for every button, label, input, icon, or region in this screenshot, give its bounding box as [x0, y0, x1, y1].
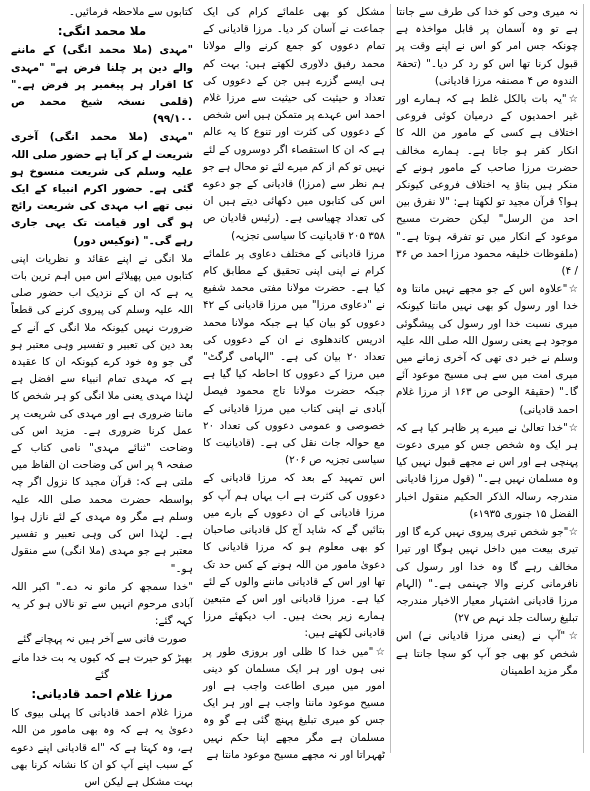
paragraph: ملا انگی نے اپنے عقائد و نظریات اپنی کتابوں میں پھیلائے اس میں اہم ترین بات یہ ہے کہ ان کے نزدیک اب حضور صلی اللہ علیہ وسلم کی پیروی کرنے کی قطعاً ضرورت نہیں کیونکہ ملا انگی کے آنے کے بعد دین کی تعبیر و تفسیر وہی معتبر ہو گی جو وہ خود کرے کیونکہ ان کا عقیدہ ہے کہ مہدی تمام انبیاء سے افضل ہے لہٰذا مہدی یعنی ملا انگی کو ہر شخص کا ماننا ضروری ہے اور مہدی کی شریعت پر عمل کرنا ضروری ہے۔ مزید اس کی وضاحت "ثنائے مہدی" نامی کتاب کے صفحہ ۹ پر اس کی وضاحت ان الفاظ میں ملتی ہے کہ: قرآن مجید کا نزول اگر چہ بواسطہ حضرت محمد صلی اللہ علیہ وسلم ہے مگر وہ مہدی کے لئے نازل ہوا ہے۔ لہٰذا اس کی وہی تعبیر و تفسیر معتبر ہے جو مہدی (ملا انگی) سے منقول ہو۔" — [11, 252, 193, 575]
quotation: ☆"یہ بات بالکل غلط ہے کہ ہمارے اور غیر احمدیوں کے درمیان کوئی فروعی اختلاف ہے کسی کے مامور من اللہ کا انکار کفر ہو جاتا ہے۔ ہمارے مخالف حضرت مرزا صاحب کے مامور ہونے کے منکر ہیں بتاؤ یہ اختلاف فروعی کیونکر ہوا؟ قرآن مجید تو لکھتا ہے: "لا نفرق بین احد من الرسل" لیکن حضرت مسیح موعود کے انکار میں تو تفرقہ ہوتا ہے۔" (ملفوظات خلیفہ محمود مرزا احمد ص ۳۶ / ۴) — [396, 93, 578, 278]
quotation: ☆"میں خدا کا ظلی اور بروزی طور پر نبی ہوں اور ہر ایک مسلمان کو دینی امور میں میری اطاعت واجب ہے اور مسیح موعود ماننا واجب ہے اور ہر ایک جس کو میری تبلیغ پہنچ گئی ہے گو وہ مسلمان ہے مگر مجھے اپنا حکم نہیں ٹھہراتا اور نہ مجھے مسیح موعود مانتا ہے — [203, 645, 385, 761]
text-column-left — [391, 4, 584, 753]
section-heading: مرزا غلام احمد قادیانی: — [31, 686, 173, 701]
paragraph: مرزا قادیانی کے مختلف دعاوی پر علمائے کرام نے اپنی اپنی تحقیق کے مطابق کام کیا ہے۔ حضرت مولانا مفتی محمد شفیع نے "دعاوی مرزا" میں مرزا قادیانی کے ۴۲ دعووں کو بیان کیا ہے جبکہ مولانا محمد ادریس کاندھلوی نے ان کے دعووں کی تعداد ۲۰ بیان کی ہے۔ "الہامی گرگٹ" میں مرزا کے دعووں کا احاطہ کیا گیا ہے جبکہ حضرت مولانا تاج محمود فیصل آبادی نے اپنی کتاب میں مرزا قادیانی کے خصوصی و عمومی دعووں کی تعداد ۲۰ مع حوالہ جات نقل کی ہے۔ (قادیانیت کا سیاسی تجزیہ ص ۲۰۶) — [203, 247, 385, 467]
text-column-middle — [198, 4, 391, 761]
paragraph: "خدا سمجھ کر مانو نہ دے۔" اکبر اللہ آبادی مرحوم انہیں سے تو نالاں ہو کر یہ کہہ گئے: — [11, 580, 193, 628]
poetry-verse: صورت فانی سے آخر ہیں نہ پہچانے گئے — [17, 633, 187, 646]
quotation: "مہدی (ملا محمد انگی) کے ماننے والے دین پر چلنا فرض ہے" "مہدی کا اقرار ہر پیغمبر پر فرض ہے۔" (قلمی نسخہ شیخ محمد ص ۹۹/۱۰۰) — [11, 44, 193, 126]
text-column-right — [6, 4, 198, 788]
poetry-verse: بھیڑ کو حیرت ہے کہ کیوں یہ بت خدا مانے گئے — [11, 651, 193, 681]
quotation: "مہدی (ملا محمد انگی) آخری شریعت لے کر آیا ہے حضور صلی اللہ علیہ وسلم کی شریعت منسوخ ہو گئی ہے۔ حضور اکرم انبیاء کے ایک نبی تھے اب مہدی کی شریعت رائج ہو گی اور قیامت تک یہی جاری رہے گی۔" (نوکیس دور) — [11, 131, 193, 247]
quotation: ☆"خدا تعالیٰ نے میرے پر ظاہر کیا ہے کہ ہر ایک وہ شخص جس کو میری دعوت پہنچی ہے اور اس نے مجھے قبول نہیں کیا وہ مسلمان نہیں ہے۔" (قول مرزا قادیانی مندرجہ رسالہ الذکر الحکیم منقول اخبار الفضل ۱۵ جنوری ۱۹۳۵ء) — [396, 421, 578, 520]
paragraph: کتابوں سے ملاحظہ فرمائیں۔ — [68, 6, 193, 18]
paragraph: اس تمہید کے بعد کہ مرزا قادیانی کے دعووں کی کثرت ہے اب یہاں ہم آپ کو مرزا قادیانی کے ان دعووں کے بارے میں بتائیں گے کہ شاید آج کل قادیانی صاحبان کو بھی معلوم ہو کہ مرزا قادیانی کا دعویٰ مامور من اللہ ہونے کے کس حد تک تھا اور اس کے قادیانی ماننے والوں کے لئے کیا ہے۔ مرزا قادیانی اور اس کے متبعین ہمارے زیر بحث ہیں۔ اب دیکھئے مرزا قادیانی لکھتے ہیں: — [203, 472, 385, 640]
paragraph: مرزا غلام احمد قادیانی کا پہلی بیوی کا دعویٰ یہ ہے کہ وہ بھی مامور من اللہ ہے، وہ کہتا ہے کہ "اے قادیانی اپنے دعوے کے سبب اپنے آپ کو ان کا نشانہ کرنا بھی بہت مشکل ہے لیکن اس — [11, 707, 193, 788]
quotation: ☆"جو شخص تیری پیروی نہیں کرے گا اور تیری بیعت میں داخل نہیں ہوگا اور تیرا مخالف رہے گا وہ خدا اور رسول کی نافرمانی کرنے والا جہنمی ہے۔" (الہام مرزا قادیانی اشتہار معیار الاخیار مندرجہ تبلیغ رسالت جلد نہم ص ۲۷) — [396, 526, 578, 625]
section-heading: ملا محمد انگی: — [57, 24, 147, 39]
quotation: نہ میری وحی کو خدا کی طرف سے جانتا ہے تو وہ آسمان پر قابل مواخذہ ہے چونکہ جس امر کو اس نے اپنے وقت پر قبول کرنا تھا اس کو رد کر دیا۔" (تحفۃ الندوہ ص ۴ مصنفہ مرزا قادیانی) — [396, 6, 578, 87]
quotation: ☆"آپ نے (یعنی مرزا قادیانی نے) اس شخص کو بھی جو آپ کو سچا جانتا ہے مگر مزید اطمینان — [396, 630, 578, 677]
quotation: ☆"علاوہ اس کے جو مجھے نہیں مانتا وہ خدا اور رسول کو بھی نہیں مانتا کیونکہ میری نسبت خدا اور رسول کی پیشگوئی موجود ہے یعنی رسول اللہ صلی اللہ علیہ وسلم نے خبر دی تھی کہ آخری زمانے میں میری امت میں سے ہی مسیح موعود آئے گا۔" (حقیقۃ الوحی ص ۱۶۳ از مرزا غلام احمد قادیانی) — [396, 283, 578, 416]
paragraph: مشکل کو بھی علمائے کرام کی ایک جماعت نے آسان کر دیا۔ مرزا قادیانی کے تمام دعووں کو جمع کرنے والے مولانا محمد رفیق دلاوری لکھتے ہیں: بہت کم ہی ایسے گزرے ہیں جن کے دعووں کی تعداد و حیثیت کی حیثیت سے مرزا غلام احمد اس عہدے پر متمکن ہیں اس شخص کے دعووں کی کثرت اور تنوع کا یہ عالم ہے کہ ان کا استقصاء اگر دوسروں کے لئے نہیں تو کم از کم میرے لئے تو محال ہے جو ہم نظر سے (مرزا) قادیانی کے جو دعوے اس کی کتابوں میں دکھائی دیتے ہیں ان کی تعداد چھیاسی ہے۔ (رئیس قادیان ص ۳۵۸ ۲۰۵ قادیانیت کا سیاسی تجزیہ) — [203, 6, 385, 242]
